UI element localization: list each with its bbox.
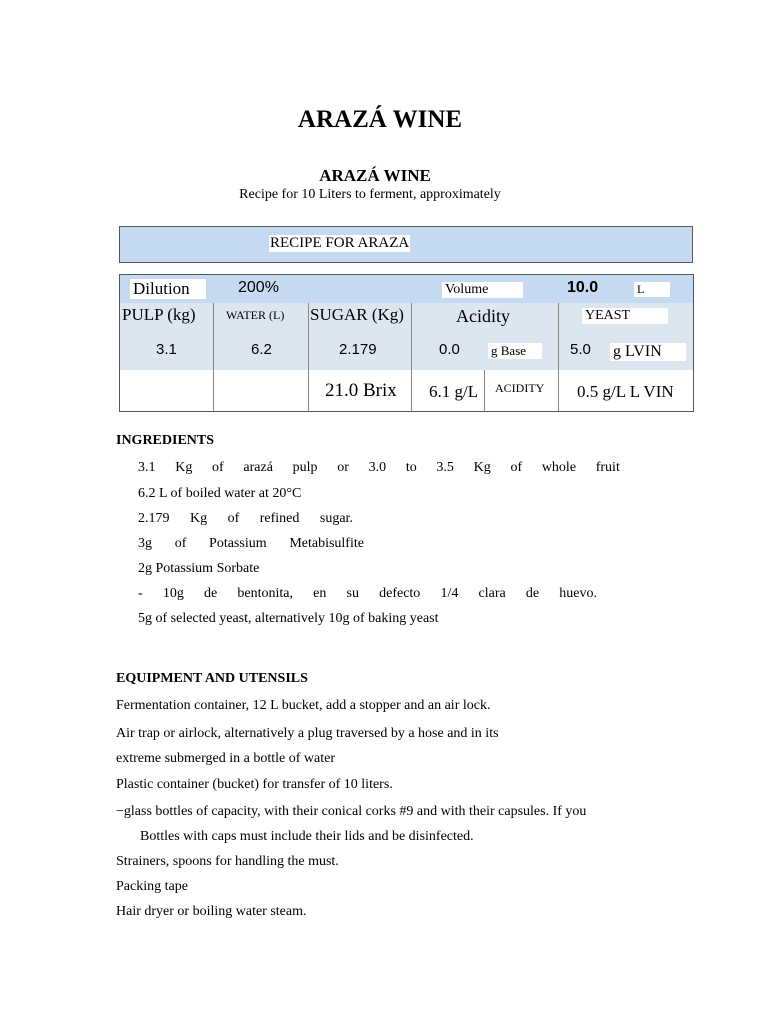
recipe-banner-label: RECIPE FOR ARAZA [270, 235, 410, 251]
equipment-line: −glass bottles of capacity, with their conical corks #9 and with their capsules. If you [116, 804, 587, 819]
ingredient-line [138, 536, 364, 552]
word: 2.179 [138, 511, 170, 526]
word: 3g [138, 536, 152, 551]
equipment-line: Strainers, spoons for handling the must. [116, 854, 339, 869]
equipment-heading: EQUIPMENT AND UTENSILS [116, 671, 308, 686]
yeast-value: 5.0 [570, 341, 591, 358]
word: Kg [473, 460, 491, 475]
word: - [138, 586, 143, 601]
recipe-subtitle: ARAZÁ WINE [319, 166, 431, 185]
word: pulp [292, 460, 318, 475]
dilution-row [120, 275, 693, 304]
header-row [120, 303, 693, 330]
acidity-label: ACIDITY [495, 381, 545, 395]
yeast-gl-value: 0.5 g/L L VIN [577, 382, 674, 401]
word: 1/4 [440, 586, 459, 601]
word: of [510, 460, 523, 475]
acidity-unit: g Base [488, 343, 542, 359]
equipment-line: Fermentation container, 12 L bucket, add a stopper and an air lock. [116, 698, 491, 713]
word: 3.0 [368, 460, 387, 475]
column-divider [484, 370, 485, 411]
word: Metabisulfite [289, 536, 364, 551]
word: 3.5 [436, 460, 454, 475]
word: Kg [175, 460, 193, 475]
yeast-header: YEAST [582, 308, 668, 324]
word: of [227, 511, 240, 526]
word: clara [478, 586, 506, 601]
equipment-line: Hair dryer or boiling water steam. [116, 904, 307, 919]
column-divider [213, 303, 214, 411]
word: 3.1 [138, 460, 156, 475]
ingredient-line [138, 586, 597, 602]
ingredient-line: 5g of selected yeast, alternatively 10g of baking yeast [138, 611, 439, 626]
water-header: WATER (L) [226, 308, 285, 322]
water-value: 6.2 [251, 341, 272, 358]
word: of [212, 460, 224, 475]
volume-unit: L [634, 282, 670, 297]
volume-value: 10.0 [567, 279, 599, 296]
word: sugar. [319, 511, 353, 526]
word: whole [541, 460, 577, 475]
column-divider [411, 303, 412, 411]
word: 10g [162, 586, 184, 601]
word: defecto [379, 586, 421, 601]
word: en [313, 586, 327, 601]
sugar-header: SUGAR (Kg) [310, 305, 404, 324]
word: of [174, 536, 187, 551]
ingredient-line: 6.2 L of boiled water at 20°C [138, 486, 302, 501]
document-title: ARAZÁ WINE [297, 106, 463, 133]
column-divider [558, 303, 559, 411]
sugar-value: 2.179 [339, 341, 377, 358]
recipe-description: Recipe for 10 Liters to ferment, approximately [239, 187, 501, 202]
recipe-table [119, 274, 694, 412]
column-divider [308, 303, 309, 411]
brix-value: 21.0 Brix [325, 380, 397, 401]
pulp-header: PULP (kg) [122, 305, 196, 324]
pulp-value: 3.1 [156, 341, 177, 358]
acidity-gl-value: 6.1 g/L [429, 382, 479, 401]
equipment-line: Plastic container (bucket) for transfer of 10 liters. [116, 777, 393, 792]
word: de [525, 586, 540, 601]
dilution-value: 200% [238, 279, 279, 296]
acidity-header: Acidity [456, 306, 510, 326]
word: Potassium [209, 536, 267, 551]
word: arazá [243, 460, 273, 475]
recipe-banner [119, 226, 693, 263]
word: de [203, 586, 218, 601]
word: huevo. [559, 586, 597, 601]
ingredient-line [138, 511, 353, 527]
equipment-line: Packing tape [116, 879, 188, 894]
word: su [346, 586, 359, 601]
results-row [120, 370, 693, 411]
dilution-label: Dilution [130, 279, 206, 299]
word: or [337, 460, 349, 475]
equipment-line: Bottles with caps must include their lids and be disinfected. [140, 829, 474, 844]
ingredient-line [138, 460, 620, 476]
word: Kg [189, 511, 208, 526]
values-row [120, 329, 693, 371]
equipment-line: Air trap or airlock, alternatively a plug traversed by a hose and in its [116, 726, 499, 741]
acidity-value: 0.0 [439, 341, 460, 358]
word: refined [259, 511, 300, 526]
equipment-line: extreme submerged in a bottle of water [116, 751, 335, 766]
word: bentonita, [237, 586, 293, 601]
ingredient-line: 2g Potassium Sorbate [138, 561, 260, 576]
word: to [405, 460, 417, 475]
yeast-unit: g LVIN [610, 343, 686, 361]
volume-label: Volume [442, 282, 523, 298]
word: fruit [595, 460, 620, 475]
ingredients-heading: INGREDIENTS [116, 433, 215, 448]
